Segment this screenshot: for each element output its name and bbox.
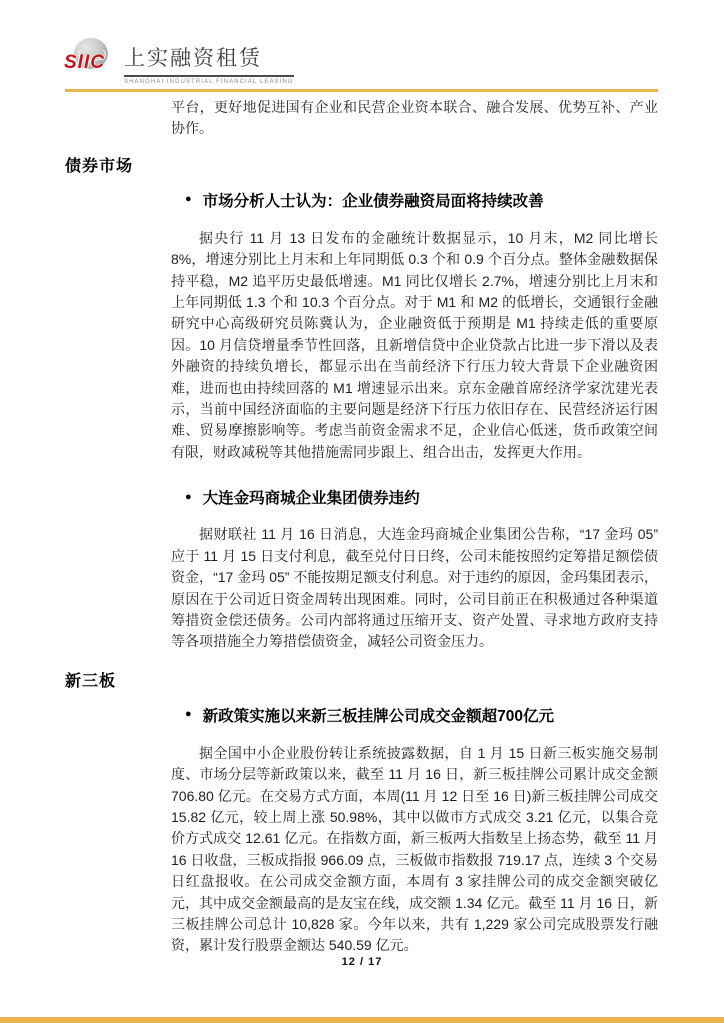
page-number: 12 / 17 <box>341 956 383 968</box>
header-rule <box>65 89 658 92</box>
continuation-paragraph: 平台，更好地促进国有企业和民营企业资本联合、融合发展、优势互补、产业协作。 <box>171 99 658 137</box>
siic-logo <box>64 36 116 80</box>
siic-wordmark: SIIC <box>64 52 105 73</box>
article-headline-text: 新政策实施以来新三板挂牌公司成交金额超700亿元 <box>202 707 555 725</box>
article-headline <box>185 486 658 508</box>
logo-text <box>124 36 294 85</box>
bullet-icon: ● <box>185 708 192 721</box>
article-body: 据央行 11 月 13 日发布的金融统计数据显示，10 月末，M2 同比增长 8%，增速分别比上月末和上年同期低 0.3 个和 0.9 个百分点。整体金融数据保持平稳，M2 追平历史最低增速。M1 同比仅增长 2.7%，增速分别比上月末和上年同期低 1.3 个和 10.3 个百分点。对于 M1 和 M2 的低增长，交通银行金融研究中心高级研究员陈冀认为，企业融资低于预期是 M1 持续走低的重要原因。10 月信贷增量季节性回落，且新增信贷中企业贷款占比进一步下滑以及表外融资的持续负增长，都显示出在当前经济下行压力较大背景下企业融资困难，进而也由持续回落的 M1 增速显示出来。京东金融首席经济学家沈建光表示，当前中国经济面临的主要问题是经济下行压力依旧存在、民营经济运行困难、贸易摩擦影响等。考虑当前资金需求不足，企业信心低迷，货币政策空间有限，财政减税等其他措施需同步跟上、组合出击，发挥更大作用。 <box>171 229 658 460</box>
header <box>64 36 294 85</box>
bullet-icon: ● <box>185 193 192 206</box>
article-headline-text: 大连金玛商城企业集团债券违约 <box>202 490 420 508</box>
footer-rule <box>0 1017 724 1023</box>
section-title-neeq: 新三板 <box>65 672 117 690</box>
article-body: 据财联社 11 月 16 日消息，大连金玛商城企业集团公告称，“17 金玛 05” 应于 11 月 15 日支付利息，截至兑付日日终，公司未能按照约定筹措足额偿债资金，“17 金玛 05” 不能按期足额支付利息。对于违约的原因，金玛集团表示，原因在于公司近日资金周转出现困难。同时，公司目前正在积极通过各种渠道筹措资金偿还债务。公司内部将通过压缩开支、资产处置、寻求地方政府支持等各项措施全力筹措偿债资金，减轻公司资金压力。 <box>171 526 658 650</box>
company-name-cn: 上实融资租赁 <box>124 42 294 77</box>
article-headline <box>185 189 658 211</box>
article-headline-text: 市场分析人士认为：企业债券融资局面将持续改善 <box>202 192 544 210</box>
article-headline <box>185 704 658 726</box>
company-name-en: SHANGHAI INDUSTRIAL FINANCIAL LEASING <box>124 79 294 85</box>
content <box>65 97 658 957</box>
article-body: 据全国中小企业股份转让系统披露数据，自 1 月 15 日新三板实施交易制度、市场分层等新政策以来，截至 11 月 16 日，新三板挂牌公司累计成交金额 706.80 亿元。在交易方式方面，本周(11 月 12 日至 16 日)新三板挂牌公司成交 15.82 亿元，较上周上涨 50.98%，其中以做市方式成交 3.21 亿元，以集合竞价方式成交 12.61 亿元。在指数方面，新三板两大指数呈上扬态势，截至 11 月 16 日收盘，三板成指报 966.09 点，三板做市指数报 719.17 点，连续 3 个交易日红盘报收。在公司成交金额方面，本周有 3 家挂牌公司的成交金额突破亿元，其中成交金额最高的是友宝在线，成交额 1.34 亿元。截至 11 月 16 日，新三板挂牌公司总计 10,828 家。今年以来，共有 1,229 家公司完成股票发行融资，累计发行股票金额达 540.59 亿元。 <box>171 744 658 954</box>
section-title-bond-market: 债券市场 <box>65 157 134 175</box>
bullet-icon: ● <box>185 490 192 503</box>
